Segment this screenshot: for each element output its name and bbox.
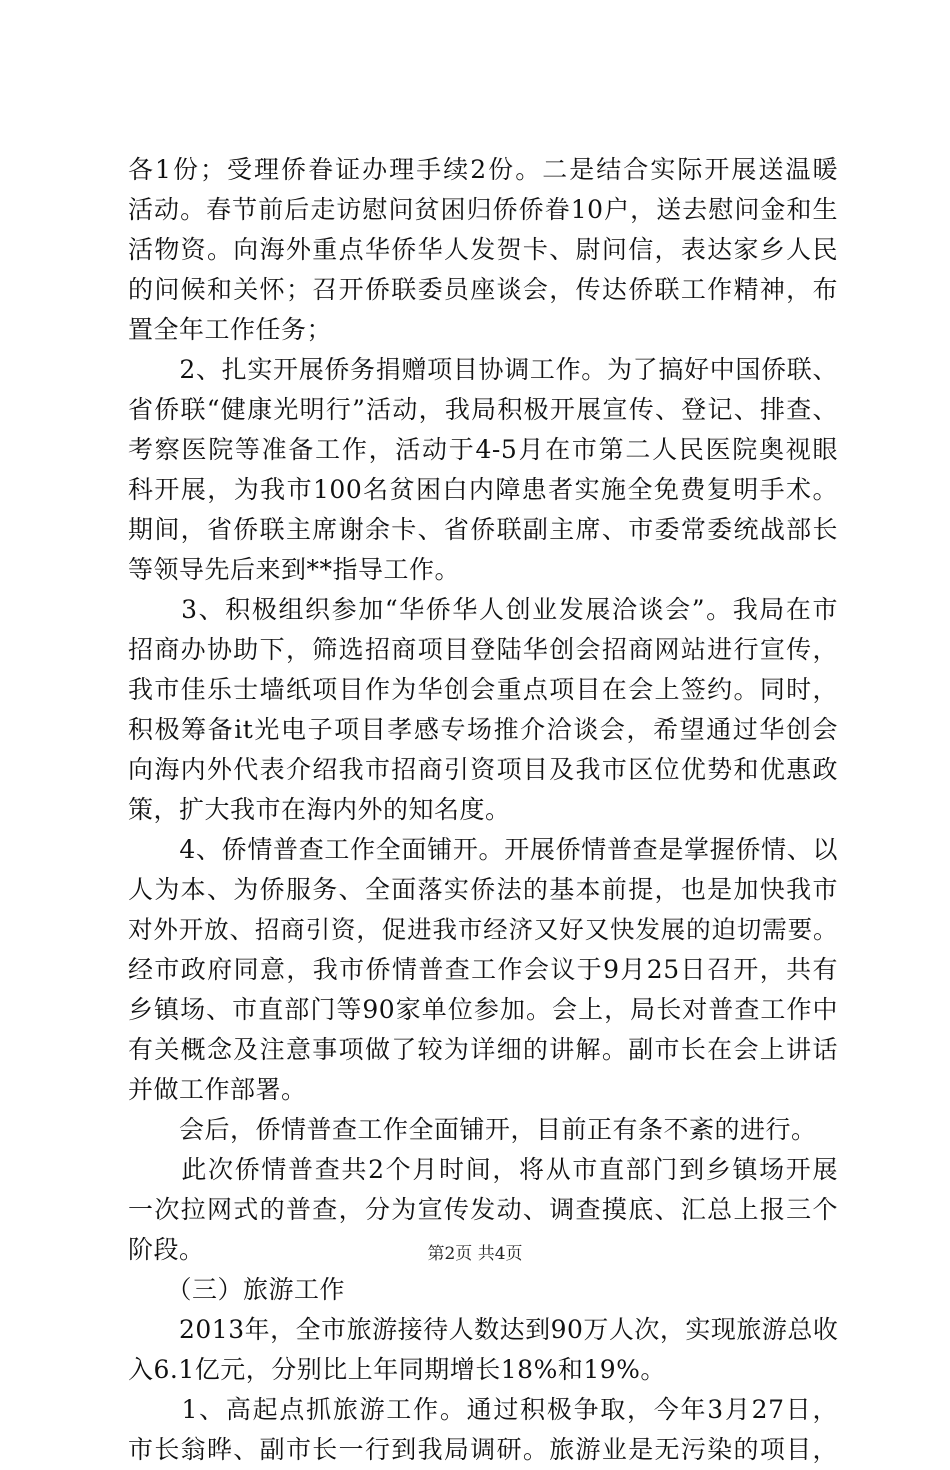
- section-heading: （三）旅游工作: [128, 1275, 346, 1304]
- text-line: 乡镇场、市直部门等90家单位参加。会上，局长对普查工作中: [128, 995, 838, 1024]
- text-line: 考察医院等准备工作，活动于4-5月在市第二人民医院奥视眼: [128, 435, 838, 464]
- text-line: 期间，省侨联主席谢余卡、省侨联副主席、市委常委统战部长: [128, 515, 838, 544]
- document-body: [128, 150, 838, 1470]
- text-line: 活动。春节前后走访慰问贫困归侨侨眷10户，送去慰问金和生: [128, 195, 838, 224]
- text-line: 经市政府同意，我市侨情普查工作会议于9月25日召开，共有: [128, 955, 838, 984]
- text-line: 市长翁晔、副市长一行到我局调研。旅游业是无污染的项目，: [128, 1435, 838, 1464]
- text-line: 策，扩大我市在海内外的知名度。: [128, 795, 511, 824]
- page-footer: 第2页 共4页: [427, 1244, 523, 1264]
- text-line: 会后，侨情普查工作全面铺开，目前正有条不紊的进行。: [128, 1115, 817, 1144]
- text-line: 3、积极组织参加“华侨华人创业发展洽谈会”。我局在市: [128, 595, 838, 624]
- text-line: 招商办协助下，筛选招商项目登陆华创会招商网站进行宣传，: [128, 635, 838, 664]
- text-line: 省侨联“健康光明行”活动，我局积极开展宣传、登记、排查、: [128, 395, 838, 424]
- text-line: 4、侨情普查工作全面铺开。开展侨情普查是掌握侨情、以: [128, 835, 838, 864]
- text-line: 此次侨情普查共2个月时间，将从市直部门到乡镇场开展: [128, 1155, 838, 1184]
- text-line: 2、扎实开展侨务捐赠项目协调工作。为了搞好中国侨联、: [128, 355, 838, 384]
- text-line: 有关概念及注意事项做了较为详细的讲解。副市长在会上讲话: [128, 1035, 838, 1064]
- text-line: 阶段。: [128, 1235, 205, 1264]
- text-line: 科开展，为我市100名贫困白内障患者实施全免费复明手术。: [128, 475, 838, 504]
- text-line: 2013年，全市旅游接待人数达到90万人次，实现旅游总收: [128, 1315, 839, 1344]
- text-line: 等领导先后来到**指导工作。: [128, 555, 461, 584]
- text-line: 活物资。向海外重点华侨华人发贺卡、尉问信，表达家乡人民: [128, 235, 838, 264]
- text-line: 各1份；受理侨眷证办理手续2份。二是结合实际开展送温暖: [128, 155, 838, 184]
- text-line: 并做工作部署。: [128, 1075, 307, 1104]
- text-line: 积极筹备it光电子项目孝感专场推介洽谈会，希望通过华创会: [128, 715, 838, 744]
- text-line: 置全年工作任务；: [128, 315, 333, 344]
- text-line: 一次拉网式的普查，分为宣传发动、调查摸底、汇总上报三个: [128, 1195, 838, 1224]
- text-line: 向海内外代表介绍我市招商引资项目及我市区位优势和优惠政: [128, 755, 838, 784]
- text-line: 1、高起点抓旅游工作。通过积极争取，今年3月27日，: [128, 1395, 838, 1424]
- text-line: 入6.1亿元，分别比上年同期增长18%和19%。: [128, 1355, 666, 1384]
- text-line: 的问候和关怀；召开侨联委员座谈会，传达侨联工作精神，布: [128, 275, 838, 304]
- text-line: 对外开放、招商引资，促进我市经济又好又快发展的迫切需要。: [128, 915, 838, 944]
- text-line: 我市佳乐士墙纸项目作为华创会重点项目在会上签约。同时，: [128, 675, 838, 704]
- text-line: 人为本、为侨服务、全面落实侨法的基本前提，也是加快我市: [128, 875, 838, 904]
